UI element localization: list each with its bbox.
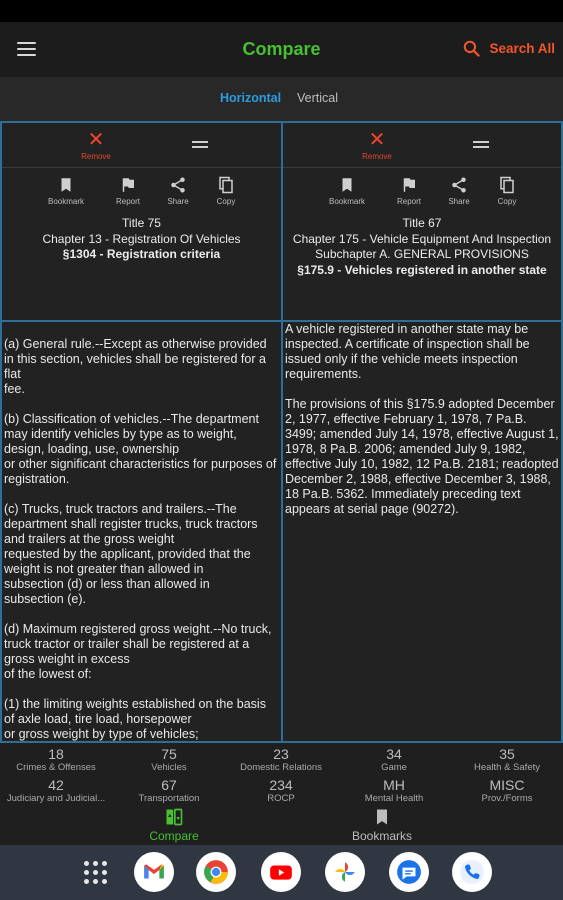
app-drawer-icon[interactable] xyxy=(84,861,108,885)
search-all-label: Search All xyxy=(489,41,555,56)
copy-icon xyxy=(498,176,516,194)
title-shortcut[interactable]: MISC Prov./Forms xyxy=(481,777,533,804)
title-shortcut[interactable]: 75 Vehicles xyxy=(151,746,187,773)
share-icon xyxy=(450,176,468,194)
system-dock xyxy=(0,845,563,900)
paragraph: (1) the limiting weights established on the basis of axle load, tire load, horsepower or gross weight by type of vehicles; xyxy=(4,697,266,741)
title-shortcut[interactable]: 35 Health & Safety xyxy=(473,746,540,773)
title-label: Title 67 xyxy=(402,216,442,230)
title-shortcut[interactable]: 23 Domestic Relations xyxy=(240,746,322,773)
bookmark-icon xyxy=(372,807,392,827)
section-label: §175.9 - Vehicles registered in another state xyxy=(297,262,547,277)
nav-bookmarks[interactable] xyxy=(332,807,432,843)
copy-icon xyxy=(217,176,235,194)
copy-button[interactable] xyxy=(485,176,529,206)
title-shortcut[interactable]: 18 Crimes & Offenses xyxy=(16,746,96,773)
paragraph: The provisions of this §175.9 adopted December 2, 1977, effective February 1, 1978, 7 Pa.B. 3499; amended July 14, 1978, effective August 1, 1978, 8 Pa.B. 2006; amended July 9, 1982, effective July 10, 1982, 12 Pa.B. 2181; readopted December 2, 1988, effective December 3, 1988, 18 Pa.B. 5362. Immediately preceding text appears at serial page (90272). xyxy=(285,397,559,516)
nav-compare[interactable] xyxy=(124,807,224,843)
panel-toolbar xyxy=(283,168,561,208)
nav-compare-label: Compare xyxy=(149,829,199,843)
subchapter-label: Subchapter A. GENERAL PROVISIONS xyxy=(315,247,529,261)
title-shortcut[interactable]: MH Mental Health xyxy=(364,777,424,804)
photos-icon[interactable] xyxy=(325,852,365,892)
remove-button[interactable] xyxy=(78,131,114,161)
bookmark-label: Bookmark xyxy=(328,197,365,206)
bottom-nav xyxy=(0,807,563,845)
toggle-vertical[interactable]: Vertical xyxy=(297,91,338,105)
flag-icon xyxy=(119,176,137,194)
remove-label: Remove xyxy=(362,152,392,161)
paragraph: A vehicle registered in another state may be inspected. A certificate of inspection shall be issued only if the vehicle meets inspection requirements. xyxy=(285,322,530,381)
paragraph: (d) Maximum registered gross weight.--No truck, truck tractor or trailer shall be registered at a gross weight in excess of the lowest of: xyxy=(4,622,272,681)
section-header xyxy=(283,216,561,278)
bookmark-button[interactable] xyxy=(44,176,88,206)
bookmark-button[interactable] xyxy=(325,176,369,206)
share-label: Share xyxy=(167,197,189,206)
view-toggle xyxy=(0,77,563,121)
compare-panel-left xyxy=(0,121,283,743)
panel-controls xyxy=(283,123,561,168)
title-shortcut[interactable]: 234 ROCP xyxy=(267,777,295,804)
report-button[interactable] xyxy=(106,176,150,206)
copy-label: Copy xyxy=(216,197,236,206)
section-text xyxy=(2,322,281,741)
title-shortcut[interactable]: 34 Game xyxy=(381,746,407,773)
close-icon: ✕ xyxy=(368,129,386,151)
section-header xyxy=(2,216,281,263)
report-button[interactable] xyxy=(387,176,431,206)
panel-controls xyxy=(2,123,281,168)
copy-button[interactable] xyxy=(204,176,248,206)
paragraph: (b) Classification of vehicles.--The department may identify vehicles by type as to weight, design, loading, use, ownership or other significant characteristics for purposes of registration. xyxy=(4,412,277,486)
search-icon xyxy=(462,39,481,58)
chapter-label: Chapter 175 - Vehicle Equipment And Inspection xyxy=(292,231,552,246)
paragraph: (c) Trucks, truck tractors and trailers.--The department shall register trucks, truck tractors and trailers at the gross weight requested by the applicant, provided that the weight is not greater than allowed in subsection (d) or less than allowed in subsection (e). xyxy=(4,502,258,606)
chapter-label: Chapter 13 - Registration Of Vehicles xyxy=(42,231,241,246)
bookmark-label: Bookmark xyxy=(47,197,84,206)
section-label: §1304 - Registration criteria xyxy=(62,247,221,261)
title-label: Title 75 xyxy=(122,216,161,230)
bookmark-icon xyxy=(57,176,75,194)
share-icon xyxy=(169,176,187,194)
share-button[interactable] xyxy=(437,176,481,206)
page-title: Compare xyxy=(242,39,321,59)
drag-handle[interactable] xyxy=(473,141,489,148)
report-label: Report xyxy=(115,197,140,206)
search-all-button[interactable] xyxy=(462,39,555,58)
chrome-icon[interactable] xyxy=(196,852,236,892)
app-bar xyxy=(0,22,563,77)
share-label: Share xyxy=(448,197,470,206)
flag-icon xyxy=(400,176,418,194)
messages-icon[interactable] xyxy=(389,852,429,892)
remove-button[interactable] xyxy=(359,131,395,161)
youtube-icon[interactable] xyxy=(261,852,301,892)
remove-label: Remove xyxy=(81,152,111,161)
share-button[interactable] xyxy=(156,176,200,206)
report-label: Report xyxy=(396,197,421,206)
bookmark-icon xyxy=(338,176,356,194)
title-shortcut[interactable]: 42 Judiciary and Judicial... xyxy=(6,777,106,804)
drag-handle[interactable] xyxy=(192,141,208,148)
title-shortcuts xyxy=(0,745,563,807)
section-text xyxy=(283,322,561,741)
status-bar xyxy=(0,0,563,22)
compare-panel-right xyxy=(281,121,563,743)
panel-toolbar xyxy=(2,168,281,208)
title-shortcut[interactable]: 67 Transportation xyxy=(138,777,200,804)
gmail-icon[interactable] xyxy=(134,852,174,892)
compare-icon xyxy=(164,807,184,827)
phone-icon[interactable] xyxy=(452,852,492,892)
nav-bookmarks-label: Bookmarks xyxy=(351,829,413,843)
copy-label: Copy xyxy=(497,197,517,206)
paragraph: (a) General rule.--Except as otherwise provided in this section, vehicles shall be registered for a flat fee. xyxy=(4,337,267,396)
toggle-horizontal[interactable]: Horizontal xyxy=(220,91,282,105)
close-icon: ✕ xyxy=(87,129,105,151)
